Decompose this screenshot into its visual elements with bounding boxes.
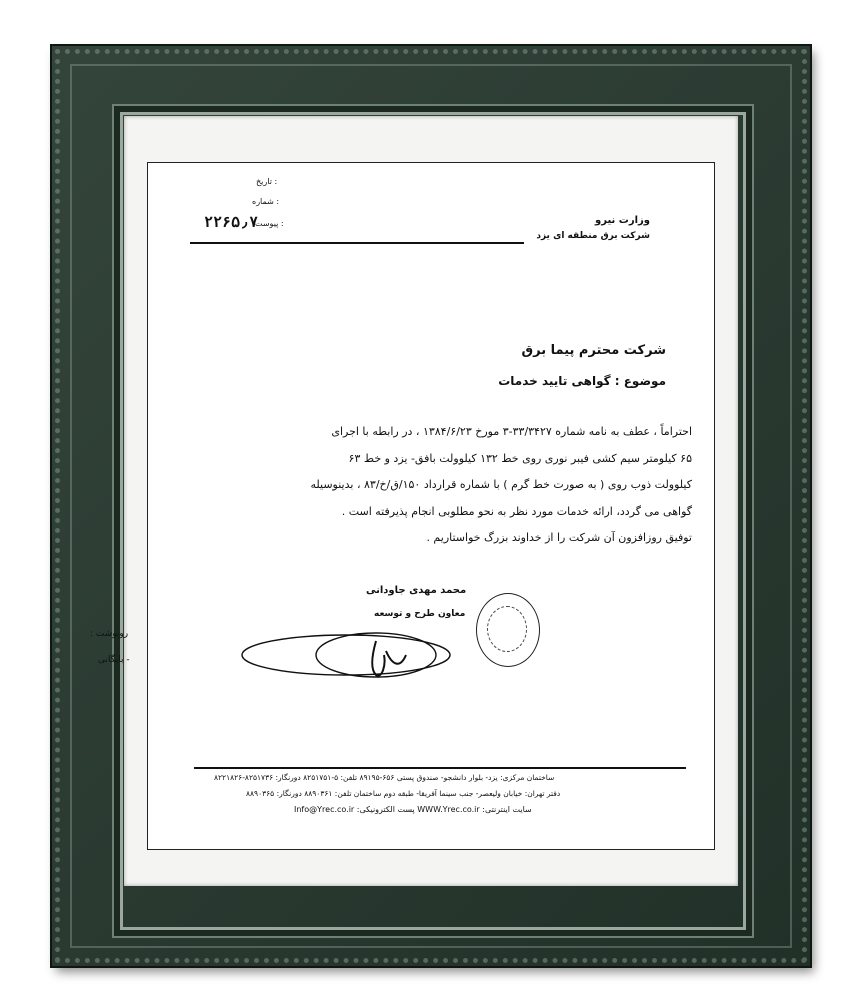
subject-line: موضوع : گواهی تایید خدمات: [498, 374, 666, 388]
date-label: تاریخ :: [256, 177, 278, 186]
official-stamp-icon: [476, 593, 540, 667]
body-line: احتراماً ، عطف به نامه شماره ۳۳/۳۴۲۷-۳ مورخ ۱۳۸۴/۶/۲۳ ، در رابطه با اجرای: [331, 425, 692, 438]
copy-item: - بایگانی: [98, 655, 130, 665]
letter-body: [196, 419, 692, 552]
attachment-label: پیوست :: [255, 219, 284, 228]
footer-address: ساختمان مرکزی: یزد- بلوار دانشجو- صندوق پستی ۶۵۶-۸۹۱۹۵ تلفن: ۵-۸۲۵۱۷۵۱ دورنگار: ۸۲۵۱۷۳۶-۸۲۲۱۸۲۶: [214, 773, 555, 782]
signatory-name: محمد مهدی جاودانی: [366, 585, 467, 596]
footer-rule: [194, 767, 686, 769]
body-line: توفیق روزافزون آن شرکت را از خداوند بزرگ خواستاریم .: [426, 531, 692, 544]
reference-number: ۲۲۶۵٫۷: [204, 213, 259, 231]
signatory-title: معاون طرح و توسعه: [374, 609, 466, 619]
footer-tehran-office: دفتر تهران: خیابان ولیعصر- جنب سینما آفریقا- طبقه دوم ساختمان تلفن: ۸۸۹۰۳۶۱ دورنگار: ۸۸۹۰۳۶۵: [246, 789, 561, 798]
number-label: شماره :: [252, 197, 280, 206]
body-line: کیلوولت ذوب روی ( به صورت خط گرم ) با شماره قرارداد ۱۵۰/ق/خ/۸۳ ، بدینوسیله: [310, 478, 692, 491]
certificate-letter: [90, 162, 715, 850]
footer-web: سایت اینترنتی: WWW.Yrec.co.ir پست الکترونیکی: Info@Yrec.co.ir: [294, 805, 532, 814]
header-rule: [190, 242, 524, 244]
signature-icon: [236, 625, 456, 695]
company-name: شرکت برق منطقه ای یزد: [536, 231, 650, 241]
copy-label: رونوشت :: [90, 629, 129, 639]
ministry-name: وزارت نیرو: [595, 215, 650, 226]
recipient: شرکت محترم پیما برق: [521, 343, 666, 358]
body-line: گواهی می گردد، ارائه خدمات مورد نظر به نحو مطلوبی انجام پذیرفته است .: [341, 504, 692, 518]
body-line: ۶۵ کیلومتر سیم کشی فیبر نوری روی خط ۱۳۲ کیلوولت بافق- یزد و خط ۶۳: [348, 451, 692, 465]
